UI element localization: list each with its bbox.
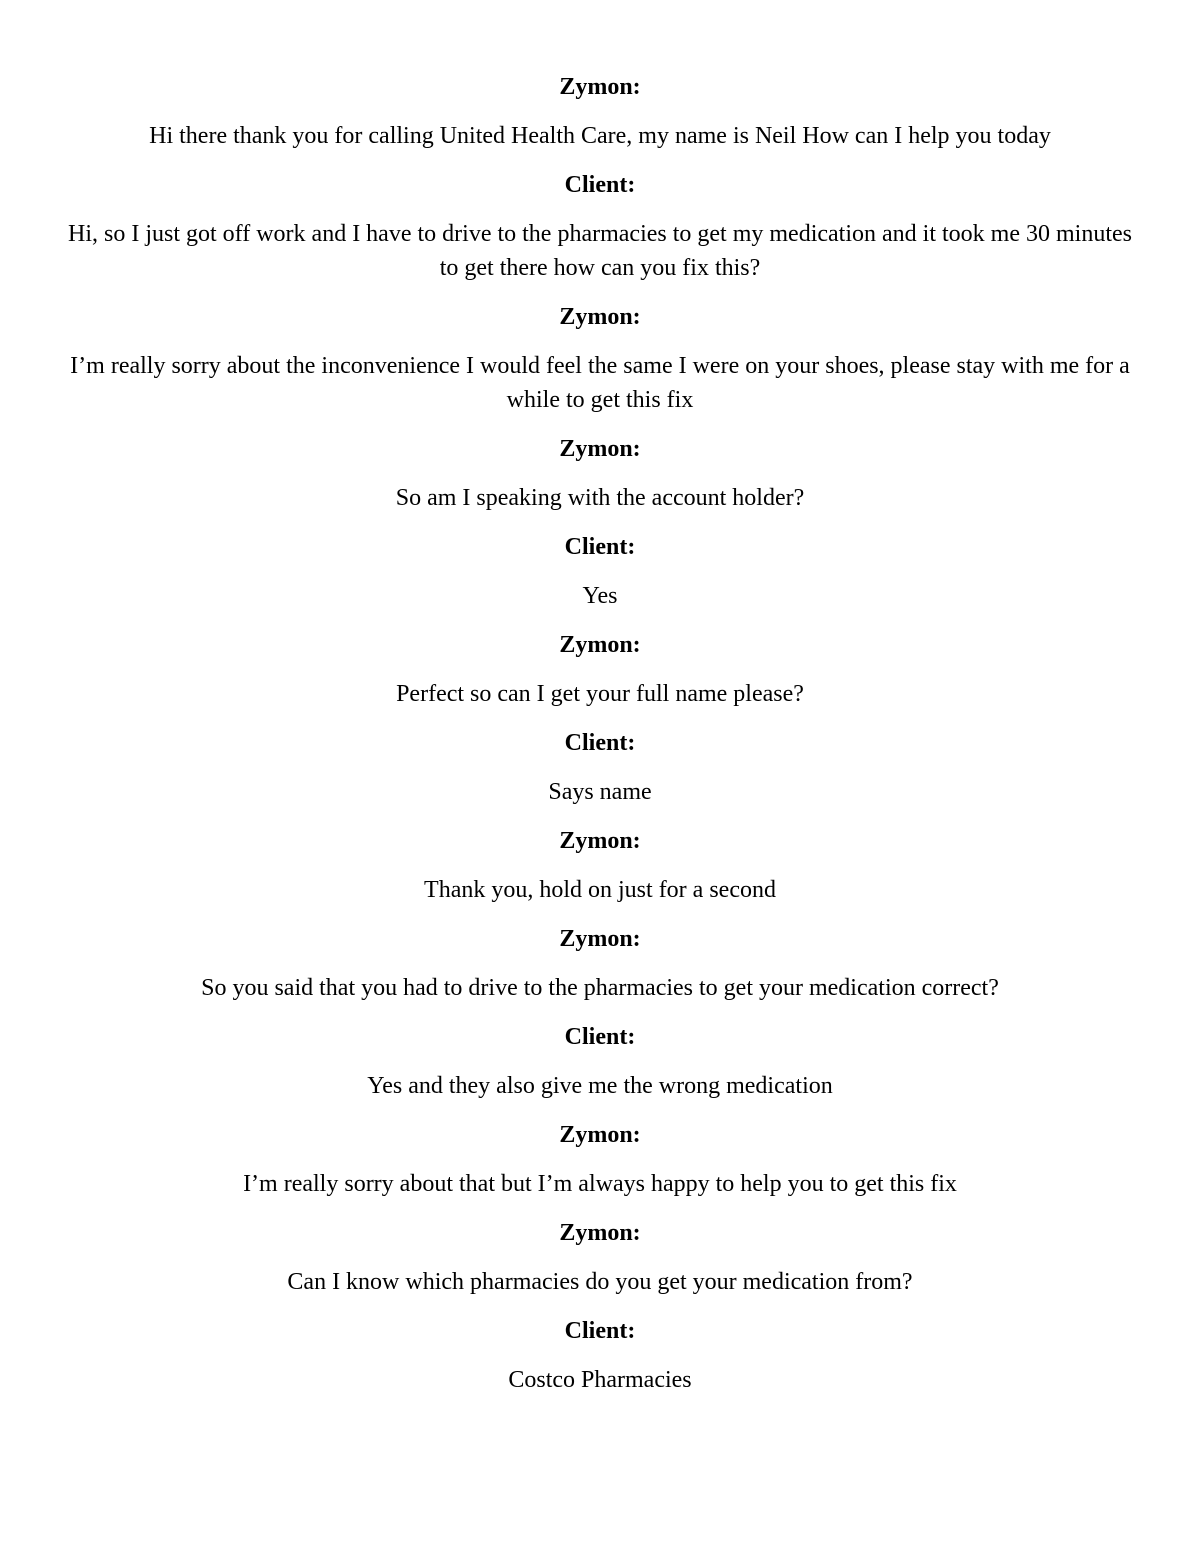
speaker-label: Client: bbox=[564, 1318, 636, 1344]
utterance-text: Hi there thank you for calling United Health Care, my name is Neil How can I help you today bbox=[149, 123, 1051, 149]
speaker-label: Zymon: bbox=[559, 828, 641, 854]
dialogue-turn bbox=[60, 824, 1140, 907]
utterance-text: Thank you, hold on just for a second bbox=[424, 877, 776, 903]
speaker-label: Zymon: bbox=[559, 304, 641, 330]
utterance-text: I’m really sorry about that but I’m always happy to help you to get this fix bbox=[243, 1171, 957, 1197]
dialogue-turn bbox=[60, 922, 1140, 1005]
utterance-text: I’m really sorry about the inconvenience I would feel the same I were on your shoes, please stay with me for a while to get this fix bbox=[70, 353, 1130, 413]
speaker-label: Zymon: bbox=[559, 926, 641, 952]
utterance-text: Yes and they also give me the wrong medication bbox=[367, 1073, 833, 1099]
dialogue-turn bbox=[60, 726, 1140, 809]
speaker-label: Zymon: bbox=[559, 1220, 641, 1246]
speaker-label: Client: bbox=[564, 534, 636, 560]
utterance-text: Yes bbox=[582, 583, 618, 609]
utterance-text: So am I speaking with the account holder? bbox=[395, 485, 805, 511]
speaker-label: Client: bbox=[564, 1024, 636, 1050]
transcript-page bbox=[60, 70, 1140, 1412]
speaker-label: Client: bbox=[564, 730, 636, 756]
utterance-text: Can I know which pharmacies do you get your medication from? bbox=[287, 1269, 913, 1295]
speaker-label: Zymon: bbox=[559, 632, 641, 658]
dialogue-turn bbox=[60, 300, 1140, 417]
utterance-text: Hi, so I just got off work and I have to drive to the pharmacies to get my medication and it took me 30 minutes to get there how can you fix this? bbox=[67, 221, 1132, 281]
dialogue-turn bbox=[60, 1216, 1140, 1299]
dialogue-turn bbox=[60, 70, 1140, 153]
dialogue-turn bbox=[60, 1020, 1140, 1103]
utterance-text: Says name bbox=[548, 779, 652, 805]
dialogue-turn bbox=[60, 168, 1140, 285]
dialogue-turn bbox=[60, 1314, 1140, 1397]
speaker-label: Client: bbox=[564, 172, 636, 198]
speaker-label: Zymon: bbox=[559, 436, 641, 462]
utterance-text: So you said that you had to drive to the pharmacies to get your medication correct? bbox=[201, 975, 999, 1001]
utterance-text: Perfect so can I get your full name please? bbox=[396, 681, 804, 707]
speaker-label: Zymon: bbox=[559, 74, 641, 100]
dialogue-turn bbox=[60, 530, 1140, 613]
utterance-text: Costco Pharmacies bbox=[508, 1367, 692, 1393]
speaker-label: Zymon: bbox=[559, 1122, 641, 1148]
dialogue-turn bbox=[60, 628, 1140, 711]
dialogue-turn bbox=[60, 432, 1140, 515]
dialogue-turn bbox=[60, 1118, 1140, 1201]
